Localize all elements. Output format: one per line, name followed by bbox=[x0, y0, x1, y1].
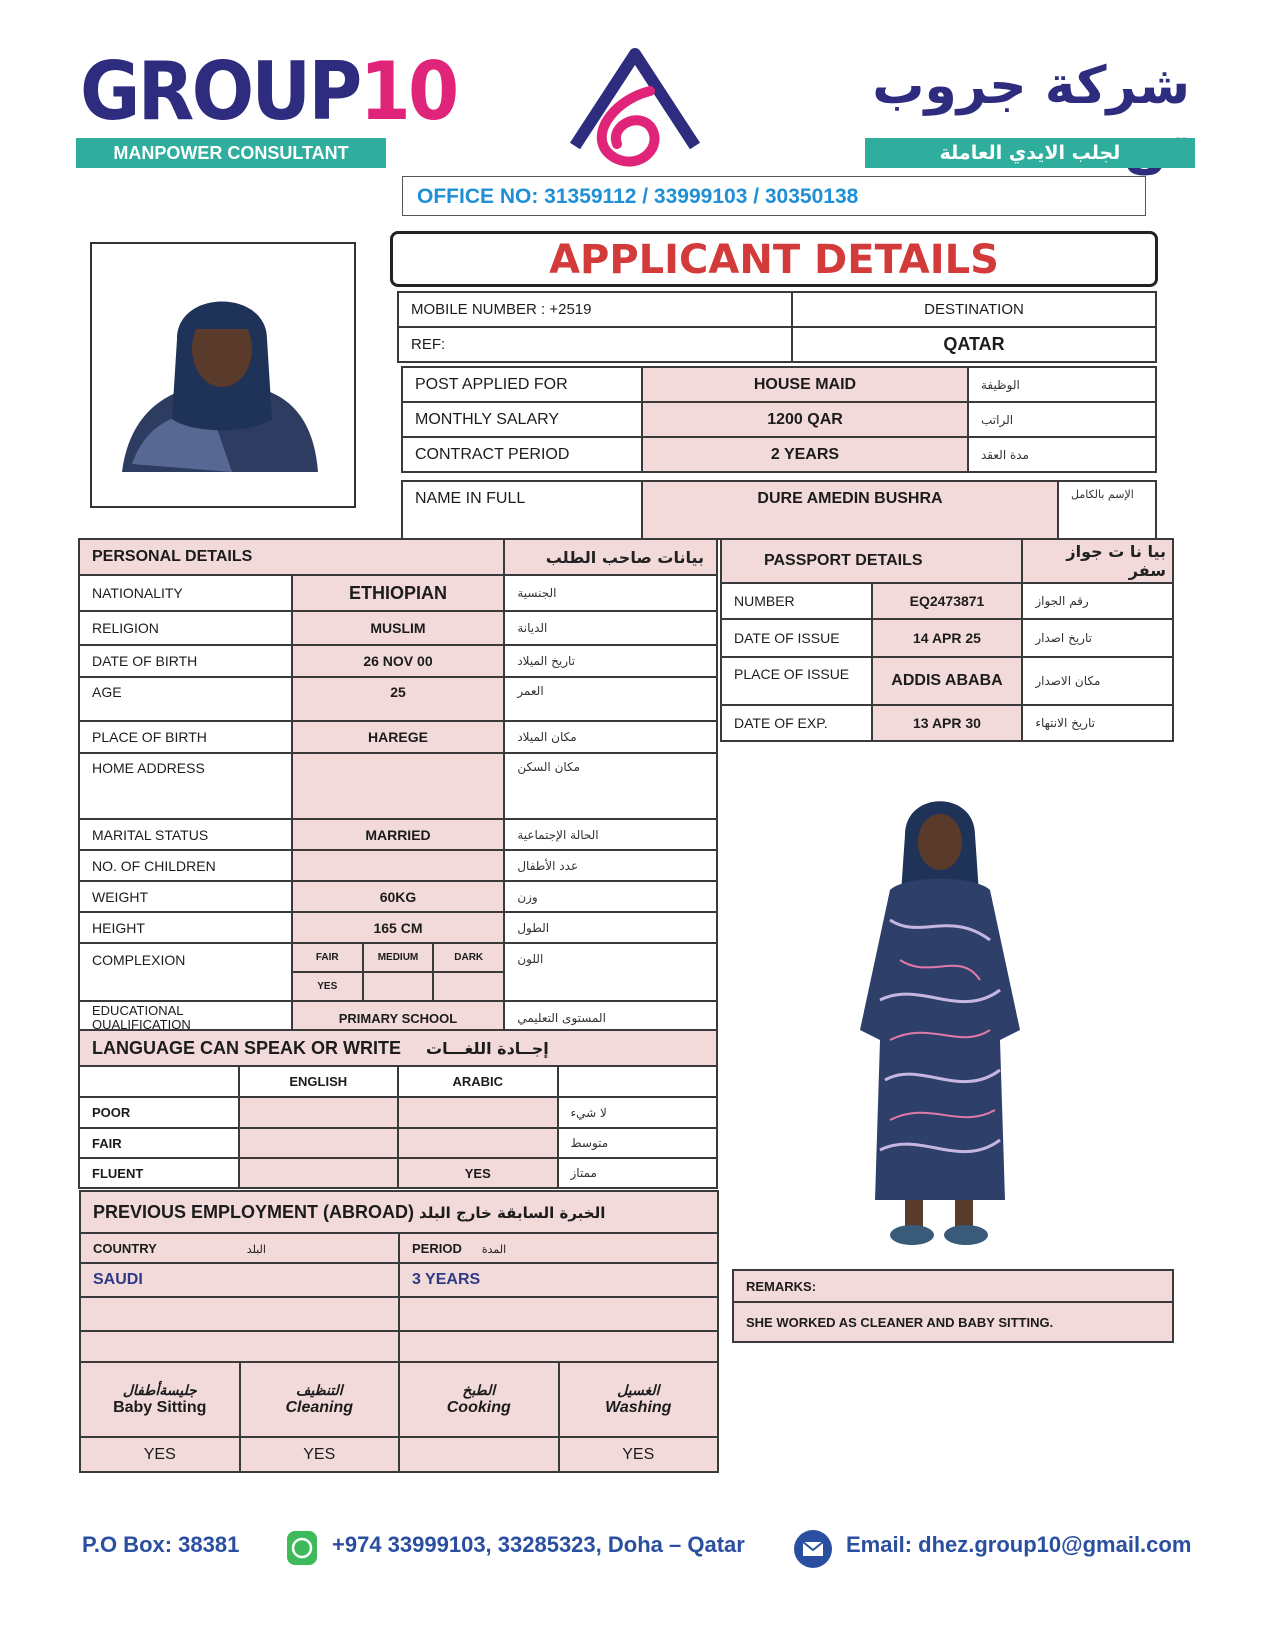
mobile-number: MOBILE NUMBER : +2519 bbox=[398, 292, 792, 327]
ref-label: REF: bbox=[398, 327, 792, 362]
passport-place-value: ADDIS ABABA bbox=[872, 657, 1023, 705]
period-label: PERIOD bbox=[412, 1240, 462, 1256]
complexion-dark: DARK bbox=[433, 944, 503, 972]
contract-label: CONTRACT PERIOD bbox=[402, 437, 642, 472]
nationality-label: NATIONALITY bbox=[79, 575, 292, 611]
name-label: NAME IN FULL bbox=[402, 481, 642, 539]
employment-title-ar: الخبرة السابقة خارج البلد bbox=[419, 1203, 606, 1222]
language-fair-label: FAIR bbox=[79, 1128, 239, 1158]
country-label: COUNTRY bbox=[93, 1240, 157, 1256]
skill-baby-sitting-value: YES bbox=[80, 1437, 240, 1472]
remarks-table bbox=[732, 1269, 1174, 1343]
passport-number-label-ar: رقم الجواز bbox=[1022, 583, 1173, 619]
passport-table bbox=[720, 538, 1174, 742]
logo-subtitle: MANPOWER CONSULTANT bbox=[76, 138, 386, 168]
passport-issue-label-ar: تاريخ اصدار bbox=[1022, 619, 1173, 657]
dob-label-ar: تاريخ الميلاد bbox=[504, 645, 717, 677]
employment-country-1: SAUDI bbox=[80, 1263, 399, 1297]
employment-period-1: 3 YEARS bbox=[399, 1263, 718, 1297]
footer-email[interactable]: Email: dhez.group10@gmail.com bbox=[846, 1532, 1192, 1557]
age-value: 25 bbox=[292, 677, 505, 721]
skill-cooking-en: Cooking bbox=[446, 1398, 511, 1416]
age-label-ar: العمر bbox=[504, 677, 717, 721]
complexion-label: COMPLEXION bbox=[79, 943, 292, 1001]
employment-period-3 bbox=[399, 1331, 718, 1362]
language-poor-arabic bbox=[398, 1097, 558, 1128]
marital-label-ar: الحالة الإجتماعية bbox=[504, 819, 717, 850]
name-value: DURE AMEDIN BUSHRA bbox=[642, 481, 1058, 539]
footer-po-box: P.O Box: 38381 bbox=[82, 1532, 240, 1557]
logo-group10: GROUP10 bbox=[80, 45, 457, 138]
weight-label-ar: وزن bbox=[504, 881, 717, 912]
language-fair-arabic bbox=[398, 1128, 558, 1158]
portrait-image bbox=[92, 244, 354, 506]
logo-arabic: شركة جروب bbox=[872, 56, 1190, 116]
children-value bbox=[292, 850, 505, 881]
dob-value: 26 NOV 00 bbox=[292, 645, 505, 677]
language-poor-label: POOR bbox=[79, 1097, 239, 1128]
passport-place-label-ar: مكان الاصدار bbox=[1022, 657, 1173, 705]
complexion-fair: FAIR bbox=[293, 944, 363, 972]
destination-value: QATAR bbox=[792, 327, 1156, 362]
language-corner bbox=[79, 1066, 239, 1097]
salary-label-ar: الراتب bbox=[968, 402, 1156, 437]
language-col-english: ENGLISH bbox=[239, 1066, 399, 1097]
language-fluent-ar: ممتاز bbox=[558, 1158, 718, 1188]
footer-phone: +974 33999103, 33285323, Doha – Qatar bbox=[332, 1532, 745, 1557]
education-label-ar: المستوى التعليمي bbox=[504, 1001, 717, 1035]
language-fair-ar: متوسط bbox=[558, 1128, 718, 1158]
skill-baby-sitting-ar: جليسةأطفال bbox=[122, 1382, 197, 1399]
language-fluent-english bbox=[239, 1158, 399, 1188]
dob-label: DATE OF BIRTH bbox=[79, 645, 292, 677]
salary-value: 1200 QAR bbox=[642, 402, 968, 437]
address-label-ar: مكان السكن bbox=[504, 753, 717, 819]
passport-exp-label: DATE OF EXP. bbox=[721, 705, 872, 741]
nationality-label-ar: الجنسية bbox=[504, 575, 717, 611]
page-title: APPLICANT DETAILS bbox=[390, 231, 1158, 287]
complexion-grid bbox=[292, 943, 505, 1001]
skill-baby-sitting-en: Baby Sitting bbox=[113, 1398, 207, 1416]
personal-details-title: PERSONAL DETAILS bbox=[79, 539, 504, 575]
skill-cooking-ar: الطبخ bbox=[462, 1382, 496, 1399]
weight-label: WEIGHT bbox=[79, 881, 292, 912]
education-label: EDUCATIONAL QUALIFICATION bbox=[79, 1001, 292, 1035]
language-title-ar: إجــادة اللغـــات bbox=[426, 1038, 549, 1058]
name-label-ar: الإسم بالكامل bbox=[1058, 481, 1156, 539]
name-table bbox=[401, 480, 1157, 540]
skill-baby-sitting bbox=[80, 1362, 240, 1437]
employment-title-en: PREVIOUS EMPLOYMENT (ABROAD) bbox=[93, 1201, 415, 1222]
country-label-ar: البلد bbox=[246, 1242, 266, 1256]
logo-emblem-icon bbox=[555, 46, 715, 171]
skill-cooking bbox=[399, 1362, 559, 1437]
language-fluent-label: FLUENT bbox=[79, 1158, 239, 1188]
personal-details-title-ar: بيانات صاحب الطلب bbox=[504, 539, 717, 575]
marital-label: MARITAL STATUS bbox=[79, 819, 292, 850]
height-value: 165 CM bbox=[292, 912, 505, 943]
skill-cleaning-ar: التنظيف bbox=[295, 1382, 343, 1399]
religion-value: MUSLIM bbox=[292, 611, 505, 645]
office-numbers bbox=[402, 176, 1146, 216]
job-label-ar: الوظيفة bbox=[968, 367, 1156, 402]
full-body-photo bbox=[850, 780, 1030, 1250]
destination-label: DESTINATION bbox=[792, 292, 1156, 327]
period-label-ar: المدة bbox=[481, 1242, 507, 1256]
education-value: PRIMARY SCHOOL bbox=[292, 1001, 505, 1035]
passport-issue-label: DATE OF ISSUE bbox=[721, 619, 872, 657]
nationality-value: ETHIOPIAN bbox=[292, 575, 505, 611]
children-label-ar: عدد الأطفال bbox=[504, 850, 717, 881]
height-label-ar: الطول bbox=[504, 912, 717, 943]
employment-country-header bbox=[80, 1233, 399, 1263]
age-label: AGE bbox=[79, 677, 292, 721]
remarks-text: SHE WORKED AS CLEANER AND BABY SITTING. bbox=[733, 1302, 1173, 1342]
language-fair-english bbox=[239, 1128, 399, 1158]
religion-label: RELIGION bbox=[79, 611, 292, 645]
skills-table bbox=[79, 1361, 719, 1473]
passport-exp-value: 13 APR 30 bbox=[872, 705, 1023, 741]
salary-label: MONTHLY SALARY bbox=[402, 402, 642, 437]
job-table bbox=[401, 366, 1157, 473]
passport-number-label: NUMBER bbox=[721, 583, 872, 619]
religion-label-ar: الديانة bbox=[504, 611, 717, 645]
employment-table bbox=[79, 1190, 719, 1363]
pob-label: PLACE OF BIRTH bbox=[79, 721, 292, 753]
children-label: NO. OF CHILDREN bbox=[79, 850, 292, 881]
pob-label-ar: مكان الميلاد bbox=[504, 721, 717, 753]
employment-country-3 bbox=[80, 1331, 399, 1362]
height-label: HEIGHT bbox=[79, 912, 292, 943]
language-col-arabic: ARABIC bbox=[398, 1066, 558, 1097]
complexion-label-ar: اللون bbox=[504, 943, 717, 1001]
email-icon bbox=[793, 1529, 833, 1569]
remarks-label: REMARKS: bbox=[733, 1270, 1173, 1302]
skill-washing-ar: الغسيل bbox=[617, 1382, 660, 1399]
contract-label-ar: مدة العقد bbox=[968, 437, 1156, 472]
job-value: HOUSE MAID bbox=[642, 367, 968, 402]
language-title bbox=[79, 1030, 717, 1066]
language-title-en: LANGUAGE CAN SPEAK OR WRITE bbox=[92, 1037, 402, 1058]
whatsapp-icon bbox=[286, 1530, 318, 1566]
skill-washing-en: Washing bbox=[605, 1398, 672, 1416]
marital-value: MARRIED bbox=[292, 819, 505, 850]
employment-title bbox=[80, 1191, 718, 1233]
weight-value: 60KG bbox=[292, 881, 505, 912]
address-value bbox=[292, 753, 505, 819]
skill-cleaning-en: Cleaning bbox=[285, 1398, 354, 1416]
employment-country-2 bbox=[80, 1297, 399, 1331]
portrait-photo bbox=[90, 242, 356, 508]
language-poor-english bbox=[239, 1097, 399, 1128]
employment-period-header bbox=[399, 1233, 718, 1263]
language-fluent-arabic: YES bbox=[398, 1158, 558, 1188]
personal-details-table bbox=[78, 538, 718, 1036]
passport-issue-value: 14 APR 25 bbox=[872, 619, 1023, 657]
skill-washing-value: YES bbox=[559, 1437, 719, 1472]
skill-cooking-value bbox=[399, 1437, 559, 1472]
job-label: POST APPLIED FOR bbox=[402, 367, 642, 402]
language-table bbox=[78, 1029, 718, 1189]
passport-exp-label-ar: تاريخ الانتهاء bbox=[1022, 705, 1173, 741]
language-col-ar bbox=[558, 1066, 718, 1097]
address-label: HOME ADDRESS bbox=[79, 753, 292, 819]
language-poor-ar: لا شيء bbox=[558, 1097, 718, 1128]
passport-title: PASSPORT DETAILS bbox=[721, 539, 1022, 583]
passport-number-value: EQ2473871 bbox=[872, 583, 1023, 619]
skill-cleaning-value: YES bbox=[240, 1437, 400, 1472]
complexion-medium-mark bbox=[363, 972, 433, 1000]
complexion-medium: MEDIUM bbox=[363, 944, 433, 972]
pob-value: HAREGE bbox=[292, 721, 505, 753]
complexion-dark-mark bbox=[433, 972, 503, 1000]
contract-value: 2 YEARS bbox=[642, 437, 968, 472]
skill-washing bbox=[559, 1362, 719, 1437]
passport-place-label: PLACE OF ISSUE bbox=[721, 657, 872, 705]
logo-arabic-subtitle: لجلب الايدي العاملة bbox=[865, 138, 1195, 168]
employment-period-2 bbox=[399, 1297, 718, 1331]
skill-cleaning bbox=[240, 1362, 400, 1437]
passport-title-ar: بيا نا ت جواز سفر bbox=[1022, 539, 1173, 583]
complexion-fair-mark: YES bbox=[293, 972, 363, 1000]
office-text: OFFICE NO: 31359112 / 33999103 / 30350138 bbox=[417, 185, 859, 208]
contact-table bbox=[397, 291, 1157, 363]
